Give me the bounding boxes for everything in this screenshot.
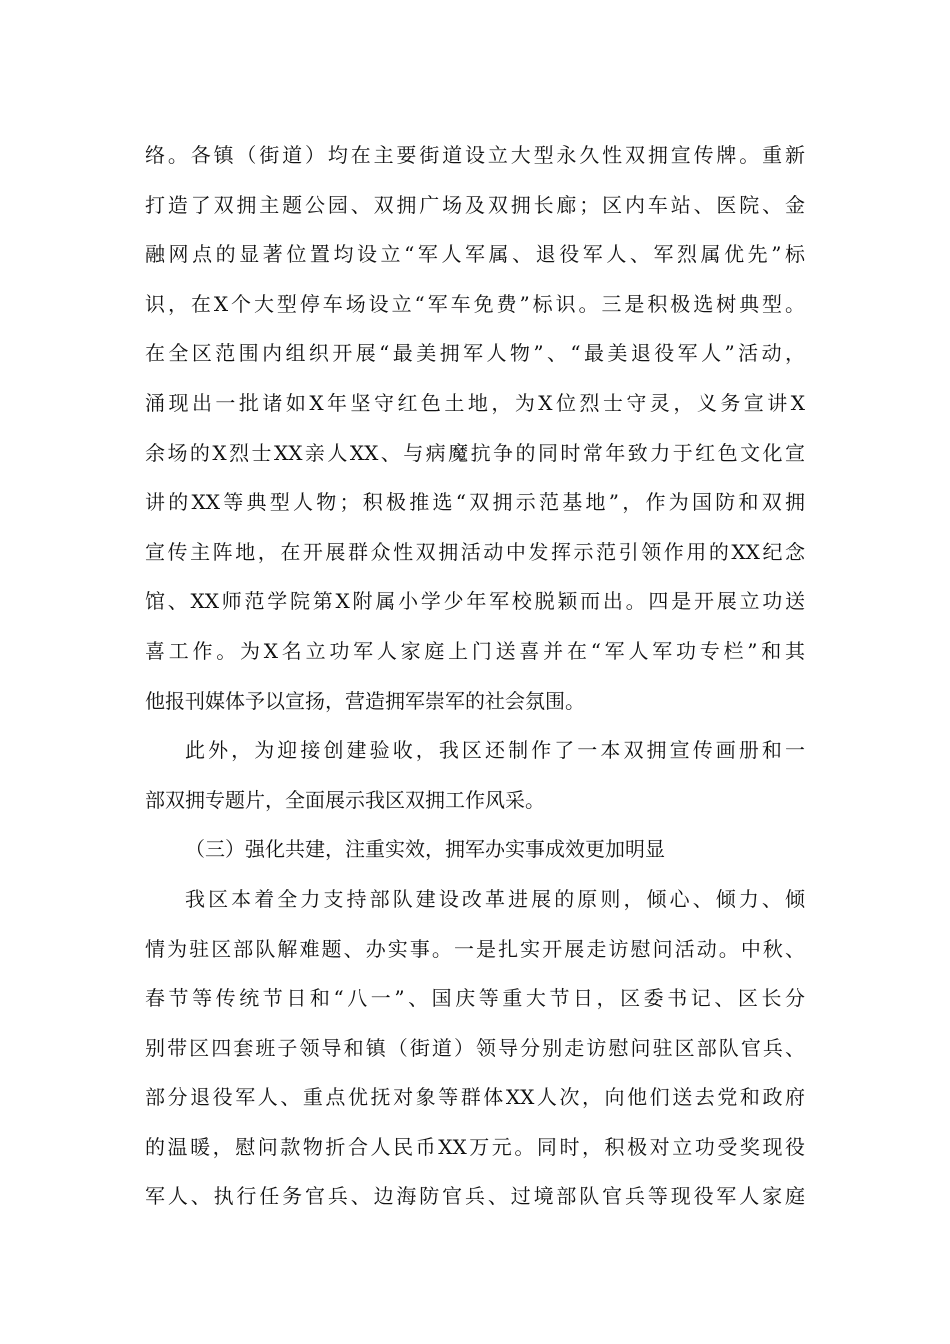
paragraph-first-line: 我区本着全力支持部队建设改革进展的原则，倾心、倾力、倾 bbox=[185, 886, 805, 911]
body-text bbox=[145, 131, 805, 1222]
text-line: 打造了双拥主题公园、双拥广场及双拥长廊；区内车站、医院、金 bbox=[145, 192, 805, 217]
text-line: 识，在X个大型停车场设立“军车免费”标识。三是积极选树典型。 bbox=[145, 291, 805, 316]
text-line: 喜工作。为X名立功军人家庭上门送喜并在“军人军功专栏”和其 bbox=[145, 638, 805, 663]
paragraph-first-line: 此外，为迎接创建验收，我区还制作了一本双拥宣传画册和一 bbox=[185, 738, 805, 763]
text-line: 春节等传统节日和“八一”、国庆等重大节日，区委书记、区长分 bbox=[145, 986, 805, 1011]
text-line: 他报刊媒体予以宣扬，营造拥军崇军的社会氛围。 bbox=[145, 688, 585, 713]
text-line: 余场的X烈士XX亲人XX、与病魔抗争的同时常年致力于红色文化宣 bbox=[145, 440, 805, 465]
text-line: 情为驻区部队解难题、办实事。一是扎实开展走访慰问活动。中秋、 bbox=[145, 936, 805, 961]
section-heading: （三）强化共建，注重实效，拥军办实事成效更加明显 bbox=[185, 837, 665, 862]
text-line: 络。各镇（街道）均在主要街道设立大型永久性双拥宣传牌。重新 bbox=[145, 143, 805, 167]
text-line: 在全区范围内组织开展“最美拥军人物”、“最美退役军人”活动， bbox=[145, 341, 805, 366]
text-line: 涌现出一批诸如X年坚守红色土地，为X位烈士守灵，义务宣讲X bbox=[145, 390, 805, 415]
text-line: 部分退役军人、重点优抚对象等群体XX人次，向他们送去党和政府 bbox=[145, 1085, 805, 1110]
text-line: 部双拥专题片，全面展示我区双拥工作风采。 bbox=[145, 787, 545, 812]
text-line: 融网点的显著位置均设立“军人军属、退役军人、军烈属优先”标 bbox=[145, 242, 805, 267]
text-line: 讲的XX等典型人物；积极推选“双拥示范基地”，作为国防和双拥 bbox=[145, 490, 805, 515]
text-line: 的温暖，慰问款物折合人民币XX万元。同时，积极对立功受奖现役 bbox=[145, 1134, 805, 1159]
text-line: 宣传主阵地，在开展群众性双拥活动中发挥示范引领作用的XX纪念 bbox=[145, 539, 805, 564]
text-line: 军人、执行任务官兵、边海防官兵、过境部队官兵等现役军人家庭 bbox=[145, 1184, 805, 1209]
text-line: 馆、XX师范学院第X附属小学少年军校脱颖而出。四是开展立功送 bbox=[145, 589, 805, 614]
text-line: 别带区四套班子领导和镇（街道）领导分别走访慰问驻区部队官兵、 bbox=[145, 1035, 805, 1060]
